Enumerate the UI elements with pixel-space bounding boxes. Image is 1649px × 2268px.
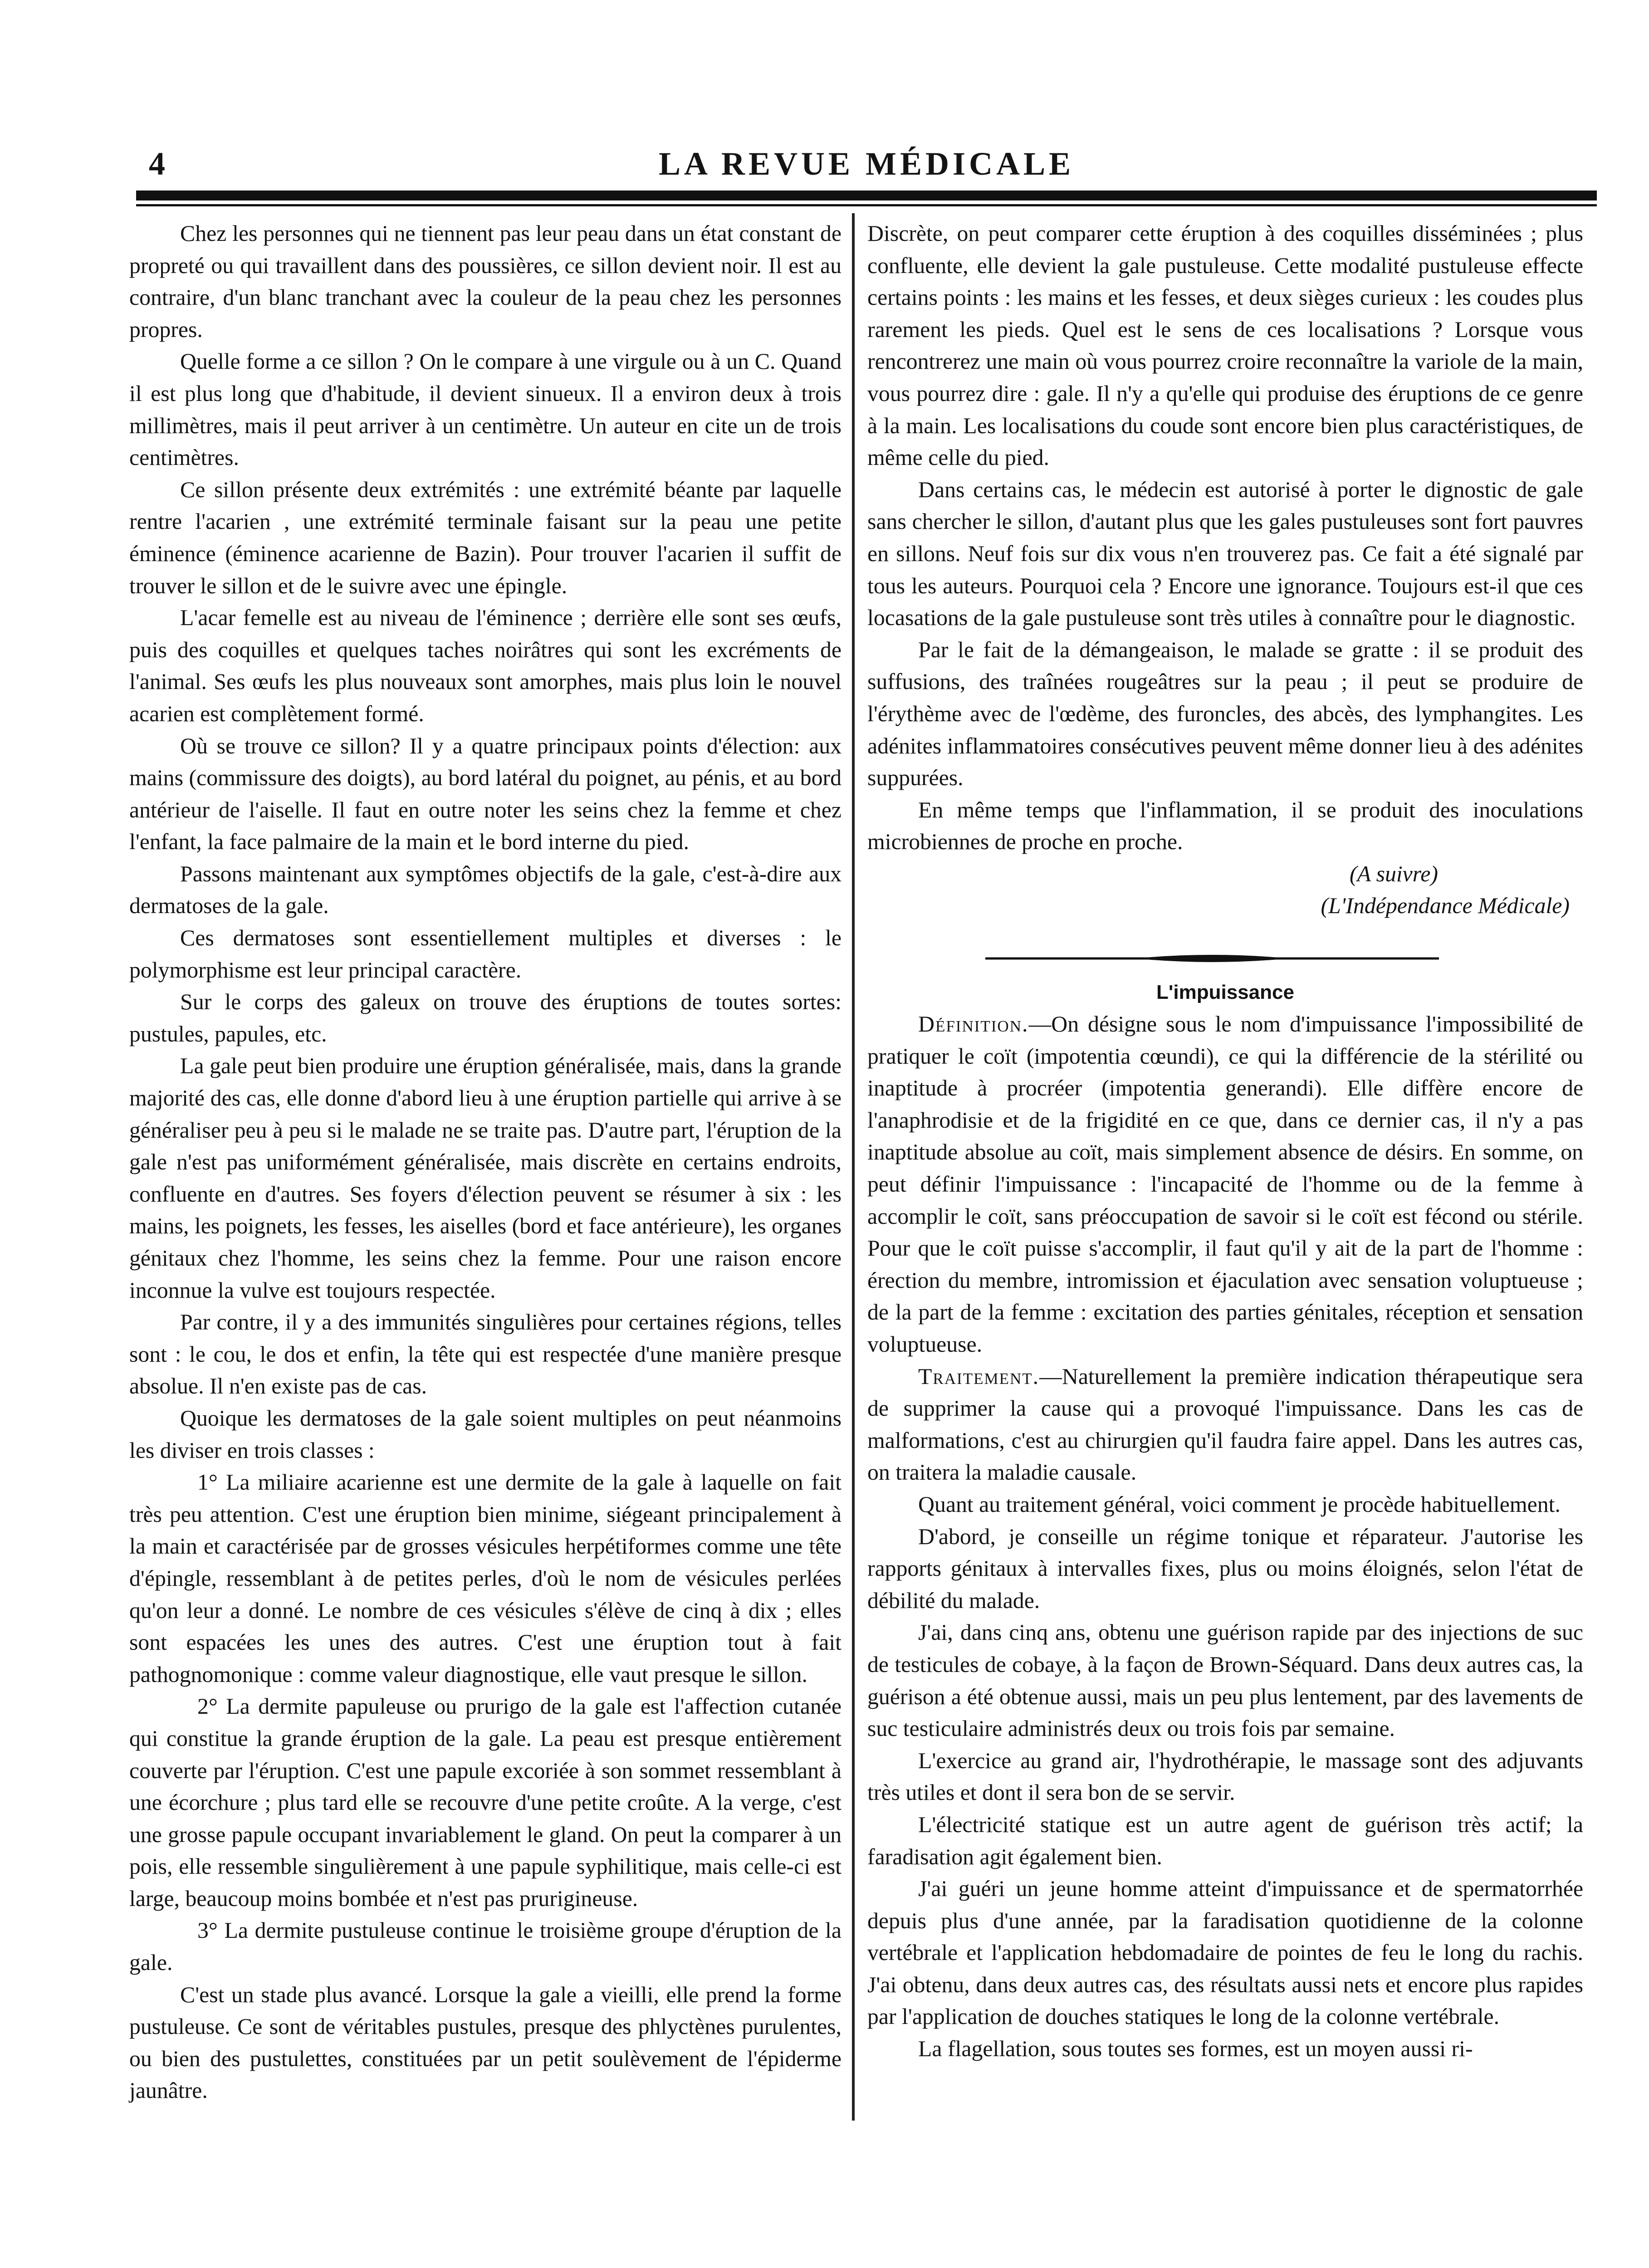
- treatment-text: —Naturellement la première indication thérapeutique sera de supprimer la cause qui a provoqué l'impuissance. Dans les cas de malformations, c'est au chirurgien qu'il faudra faire appel. Dans les autres cas, on traitera la maladie causale.: [867, 1364, 1583, 1485]
- left-column: [129, 218, 842, 2107]
- paragraph: Par contre, il y a des immunités singulières pour certaines régions, telles sont : le cou, le dos et enfin, la tête qui est respectée d'une manière presque absolue. Il n'en existe pas de cas.: [129, 1310, 842, 1399]
- paragraph: J'ai, dans cinq ans, obtenu une guérison rapide par des injections de suc de testicules de cobaye, à la façon de Brown-Séquard. Dans deux autres cas, la guérison a été obtenue aussi, mais un peu plus lentement, par des lavements de suc testiculaire administrés deux ou trois fois par semaine.: [867, 1620, 1583, 1741]
- attribution-to-be-continued: (A suivre): [1350, 861, 1438, 886]
- paragraph: Ces dermatoses sont essentiellement multiples et diverses : le polymorphisme est leur principal caractère.: [129, 925, 842, 982]
- paragraph: La flagellation, sous toutes ses formes, est un moyen aussi ri-: [918, 2036, 1473, 2062]
- paragraph: Discrète, on peut comparer cette éruption à des coquilles disséminées ; plus confluente, elle devient la gale pustuleuse. Cette modalité pustuleuse effecte certains points : les mains et les fesses, et deux sièges curieux : les coudes plus rarement les pieds. Quel est le sens de ces localisations ? Lorsque vous rencontrerez une main où vous pourrez croire reconnaître la variole de la main, vous pourrez dire : gale. Il n'y a qu'elle qui produise des éruptions de ce genre à la main. Les localisations du coude sont encore bien plus caractéristiques, de même celle du pied.: [867, 221, 1583, 470]
- list-item-pustuleuse: 3° La dermite pustuleuse continue le troisième groupe d'éruption de la gale.: [129, 1918, 842, 1975]
- definition-text: —On désigne sous le nom d'impuissance l'impossibilité de pratiquer le coït (impotentia cœundi), ce qui la différencie de la stérilité ou inaptitude à procréer (impotentia generandi). Elle diffère encore de l'anaphrodisie et de la frigidité en ce que, dans ce dernier cas, il n'y a pas inaptitude absolue au coït, mais simplement absence de désirs. En somme, on peut définir l'impuissance : l'incapacité de l'homme ou de la femme à accomplir le coït, sans préoccupation de savoir si le coït est fécond ou stérile. Pour que le coït puisse s'accomplir, il faut qu'il y ait de la part de l'homme : érection du membre, intromission et éjaculation avec sensation voluptueuse ; de la part de la femme : excitation des parties génitales, réception et sensation voluptueuse.: [867, 1012, 1583, 1357]
- paragraph: La gale peut bien produire une éruption généralisée, mais, dans la grande majorité des cas, elle donne d'abord lieu à une éruption partielle qui arrive à se généraliser peu à peu si le malade ne se traite pas. D'autre part, l'éruption de la gale n'est pas uniformément généralisée, mais discrète en certains endroits, confluente en d'autres. Ses foyers d'élection peuvent se résumer à six : les mains, les poignets, les fesses, les aiselles (bord et face antérieure), les organes génitaux chez l'homme, les seins chez la femme. Pour une raison encore inconnue la vulve est toujours respectée.: [129, 1053, 842, 1303]
- paragraph: Passons maintenant aux symptômes objectifs de la gale, c'est-à-dire aux dermatoses de la gale.: [129, 861, 842, 919]
- right-column: [867, 218, 1583, 2065]
- treatment-paragraph: [867, 1361, 1583, 1489]
- header-rule-thick: [136, 191, 1597, 200]
- page-number: 4: [149, 146, 165, 182]
- paragraph: Ce sillon présente deux extrémités : une extrémité béante par laquelle rentre l'acarien , une extrémité terminale faisant sur la peau une petite éminence (éminence acarienne de Bazin). Pour trouver l'acarien il suffit de trouver le sillon et de le suivre avec une épingle.: [129, 477, 842, 598]
- paragraph: Quoique les dermatoses de la gale soient multiples on peut néanmoins les diviser en trois classes :: [129, 1405, 842, 1463]
- definition-paragraph: [867, 1008, 1583, 1361]
- paragraph: Où se trouve ce sillon? Il y a quatre principaux points d'élection: aux mains (commissure des doigts), au bord latéral du poignet, au pénis, et au bord antérieur de l'aiselle. Il faut en outre noter les seins chez la femme et chez l'enfant, la face palmaire de la main et le bord interne du pied.: [129, 733, 842, 855]
- paragraph: L'électricité statique est un autre agent de guérison très actif; la faradisation agit également bien.: [867, 1812, 1583, 1869]
- paragraph: Quant au traitement général, voici comment je procède habituellement.: [918, 1491, 1561, 1517]
- paragraph: Dans certains cas, le médecin est autorisé à porter le dignostic de gale sans chercher le sillon, d'autant plus que les gales pustuleuses sont fort pauvres en sillons. Neuf fois sur dix vous n'en trouverez pas. Ce fait a été signalé par tous les auteurs. Pourquoi cela ? Encore une ignorance. Toujours est-il que ces locasations de la gale pustuleuse sont très utiles à connaître pour le diagnostic.: [867, 477, 1583, 631]
- paragraph: J'ai guéri un jeune homme atteint d'impuissance et de spermatorrhée depuis plus d'une année, par la faradisation quotidienne de la colonne vertébrale et l'application hebdomadaire de pointes de feu le long du rachis. J'ai obtenu, dans deux autres cas, des résultats aussi nets et encore plus rapides par l'application de douches statiques le long de la colonne vertébrale.: [867, 1876, 1583, 2029]
- list-item-papuleuse: 2° La dermite papuleuse ou prurigo de la gale est l'affection cutanée qui constitue la grande éruption de la gale. La peau est presque entièrement couverte par l'éruption. C'est une papule excoriée à son sommet ressemblant à une écorchure ; plus tard elle se recouvre d'une petite croûte. A la verge, c'est une grosse papule occupant invariablement le gland. On peut la comparer à un pois, elle ressemble singulièrement à une papule syphilitique, mais celle-ci est large, beaucoup moins bombée et n'est pas prurigineuse.: [129, 1694, 842, 1911]
- attribution-source: (L'Indépendance Médicale): [1321, 893, 1570, 919]
- paragraph: Quelle forme a ce sillon ? On le compare à une virgule ou à un C. Quand il est plus long que d'habitude, il devient sinueux. Il a environ deux à trois millimètres, mais il peut arriver à un centimètre. Un auteur en cite un de trois centimètres.: [129, 349, 842, 470]
- section-divider-ornament: [867, 949, 1583, 968]
- definition-label: Définition.: [918, 1012, 1029, 1037]
- paragraph: Sur le corps des galeux on trouve des éruptions de toutes sortes: pustules, papules, etc.: [129, 989, 842, 1046]
- header-rule-thin: [136, 204, 1597, 206]
- list-item-miliaire: 1° La miliaire acarienne est une dermite de la gale à laquelle on fait très peu attention. C'est une éruption bien minime, siégeant principalement à la main et caractérisée par de grosses vésicules herpétiformes comme une tête d'épingle, ressemblant à de petites perles, d'où le nom de vésicules perlées qu'on leur a donné. Le nombre de ces vésicules s'élève de cinq à dix ; elles sont espacées les unes des autres. C'est une éruption tout à fait pathognomonique : comme valeur diagnostique, elle vaut presque le sillon.: [129, 1470, 842, 1687]
- paragraph: L'exercice au grand air, l'hydrothérapie, le massage sont des adjuvants très utiles et dont il sera bon de se servir.: [867, 1748, 1583, 1805]
- running-title: LA REVUE MÉDICALE: [658, 146, 1075, 182]
- paragraph: L'acar femelle est au niveau de l'éminence ; derrière elle sont ses œufs, puis des coquilles et quelques taches noirâtres qui sont les excréments de l'animal. Ses œufs les plus nouveaux sont amorphes, mais plus loin le nouvel acarien est complètement formé.: [129, 605, 842, 726]
- column-divider: [852, 213, 855, 2121]
- page-header: [136, 145, 1597, 186]
- paragraph: Par le fait de la démangeaison, le malade se gratte : il se produit des suffusions, des traînées rougeâtres sur la peau ; il peut se produire de l'érythème avec de l'œdème, des furoncles, des abcès, des lymphangites. Les adénites inflammatoires consécutives peuvent même donner lieu à des adénites suppurées.: [867, 637, 1583, 791]
- treatment-label: Traitement.: [918, 1364, 1040, 1389]
- paragraph: D'abord, je conseille un régime tonique et réparateur. J'autorise les rapports génitaux à intervalles fixes, plus ou moins éloignés, selon l'état de débilité du malade.: [867, 1524, 1583, 1613]
- paragraph: C'est un stade plus avancé. Lorsque la gale a vieilli, elle prend la forme pustuleuse. Ce sont de véritables pustules, presque des phlyctènes purulentes, ou bien des pustulettes, constituées par un petit soulèvement de l'épiderme jaunâtre.: [129, 1982, 842, 2103]
- section-title: L'impuissance: [1156, 981, 1294, 1004]
- paragraph: En même temps que l'inflammation, il se produit des inoculations microbiennes de proche en proche.: [867, 797, 1583, 855]
- paragraph: Chez les personnes qui ne tiennent pas leur peau dans un état constant de propreté ou qui travaillent dans des poussières, ce sillon devient noir. Il est au contraire, d'un blanc tranchant avec la couleur de la peau chez les personnes propres.: [129, 221, 842, 342]
